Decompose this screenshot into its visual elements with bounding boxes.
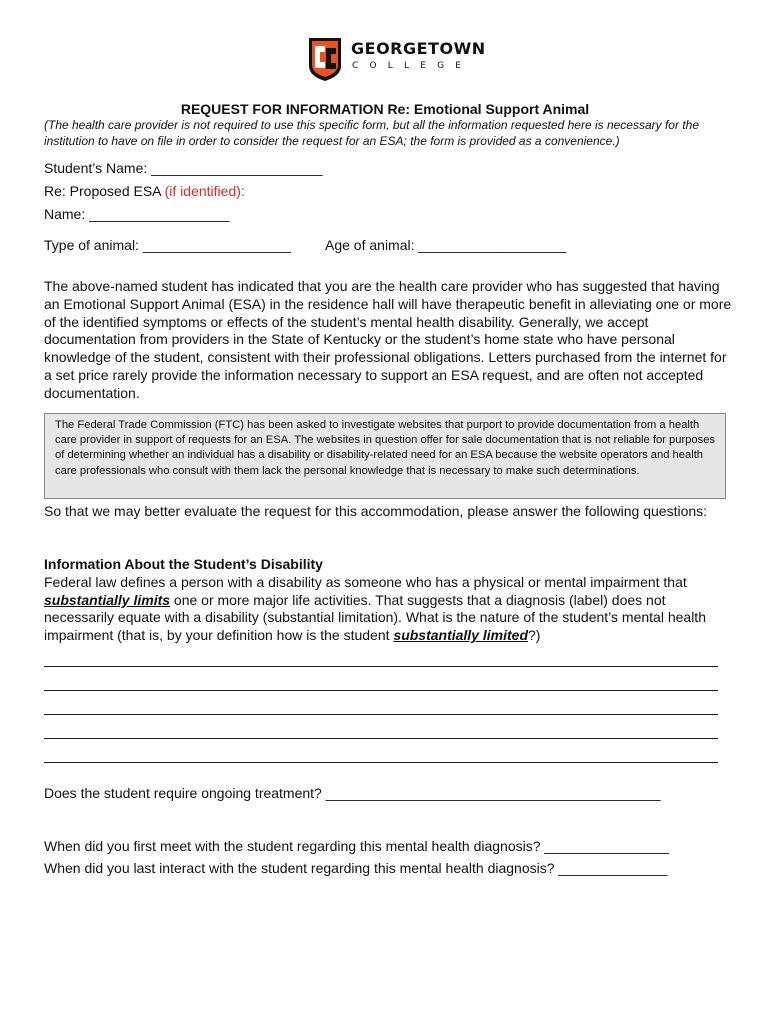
proposed-esa-text: Re: Proposed ESA (44, 183, 165, 199)
definition-text-3: ?) (528, 627, 541, 644)
definition-text-2: one or more major life activities. That suggests that a diagnosis (label) does not necessarily equate with a disability (substantial limitation). What is the nature of the student’s mental health impairment (that is, by your definition how is the student (44, 591, 706, 644)
intro-note: (The health care provider is not required to use this specific form, but all the information requested here is necessary for the institution to have on file in order to consider the request for an ESA; the form is provided as a convenience.) (44, 118, 699, 148)
evaluate-paragraph: So that we may better evaluate the request for this accommodation, please answer the following questions: (44, 503, 708, 519)
substantially-limited-emphasis: substantially limited (393, 627, 528, 644)
answer-line[interactable] (44, 690, 718, 691)
ftc-notice-text: The Federal Trade Commission (FTC) has been asked to investigate websites that purport to provide documentation from a health care provider in support of requests for an ESA. The websites in question offer for sale documentation that is not reliable for purposes of determining whether an individual has a disability or disability-related need for an ESA because the website operators and health care professionals who consult with them lack the personal knowledge that is necessary to make such determinations. (55, 419, 716, 477)
disability-heading: Information About the Student’s Disability (44, 556, 323, 572)
georgetown-college-logo (307, 36, 486, 82)
esa-name-field[interactable]: Name: __________________ (44, 206, 230, 222)
disability-definition (44, 574, 734, 645)
ftc-notice-box (44, 413, 726, 499)
substantially-limits-emphasis: substantially limits (44, 591, 171, 608)
answer-line[interactable] (44, 714, 718, 715)
answer-line[interactable] (44, 666, 718, 667)
first-meet-question[interactable]: When did you first meet with the student regarding this mental health diagnosis? ________________ (44, 838, 669, 854)
logo-wordmark: GEORGETOWN (351, 39, 486, 58)
ongoing-treatment-question[interactable]: Does the student require ongoing treatment? ___________________________________________ (44, 785, 661, 801)
proposed-esa-note: (if identified): (164, 183, 245, 199)
students-name-field[interactable]: Student’s Name: ______________________ (44, 160, 323, 176)
age-of-animal-field[interactable]: Age of animal: ___________________ (325, 237, 567, 253)
type-of-animal-field[interactable]: Type of animal: ___________________ (44, 237, 291, 253)
disability-section (44, 556, 734, 645)
last-interact-question[interactable]: When did you last interact with the student regarding this mental health diagnosis? ______________ (44, 860, 668, 876)
esa-explanation-paragraph: The above-named student has indicated that you are the health care provider who has suggested that having an Emotional Support Animal (ESA) in the residence hall will have therapeutic benefit in alleviating one or more of the identified symptoms or effects of the student’s mental health disability. Generally, we accept documentation from providers in the State of Kentucky or the student’s home state who have personal knowledge of the student, consistent with their professional obligations. Letters purchased from the internet for a set price rarely provide the information necessary to support an ESA request, and are often not accepted documentation. (44, 278, 732, 401)
page-title: REQUEST FOR INFORMATION Re: Emotional Support Animal (180, 101, 590, 117)
college-shield-icon (307, 36, 343, 82)
answer-line[interactable] (44, 762, 718, 763)
logo-subtitle: COLLEGE (352, 61, 473, 71)
answer-line[interactable] (44, 738, 718, 739)
definition-text-1: Federal law defines a person with a disability as someone who has a physical or mental impairment that (44, 573, 687, 590)
proposed-esa-label (44, 183, 245, 199)
